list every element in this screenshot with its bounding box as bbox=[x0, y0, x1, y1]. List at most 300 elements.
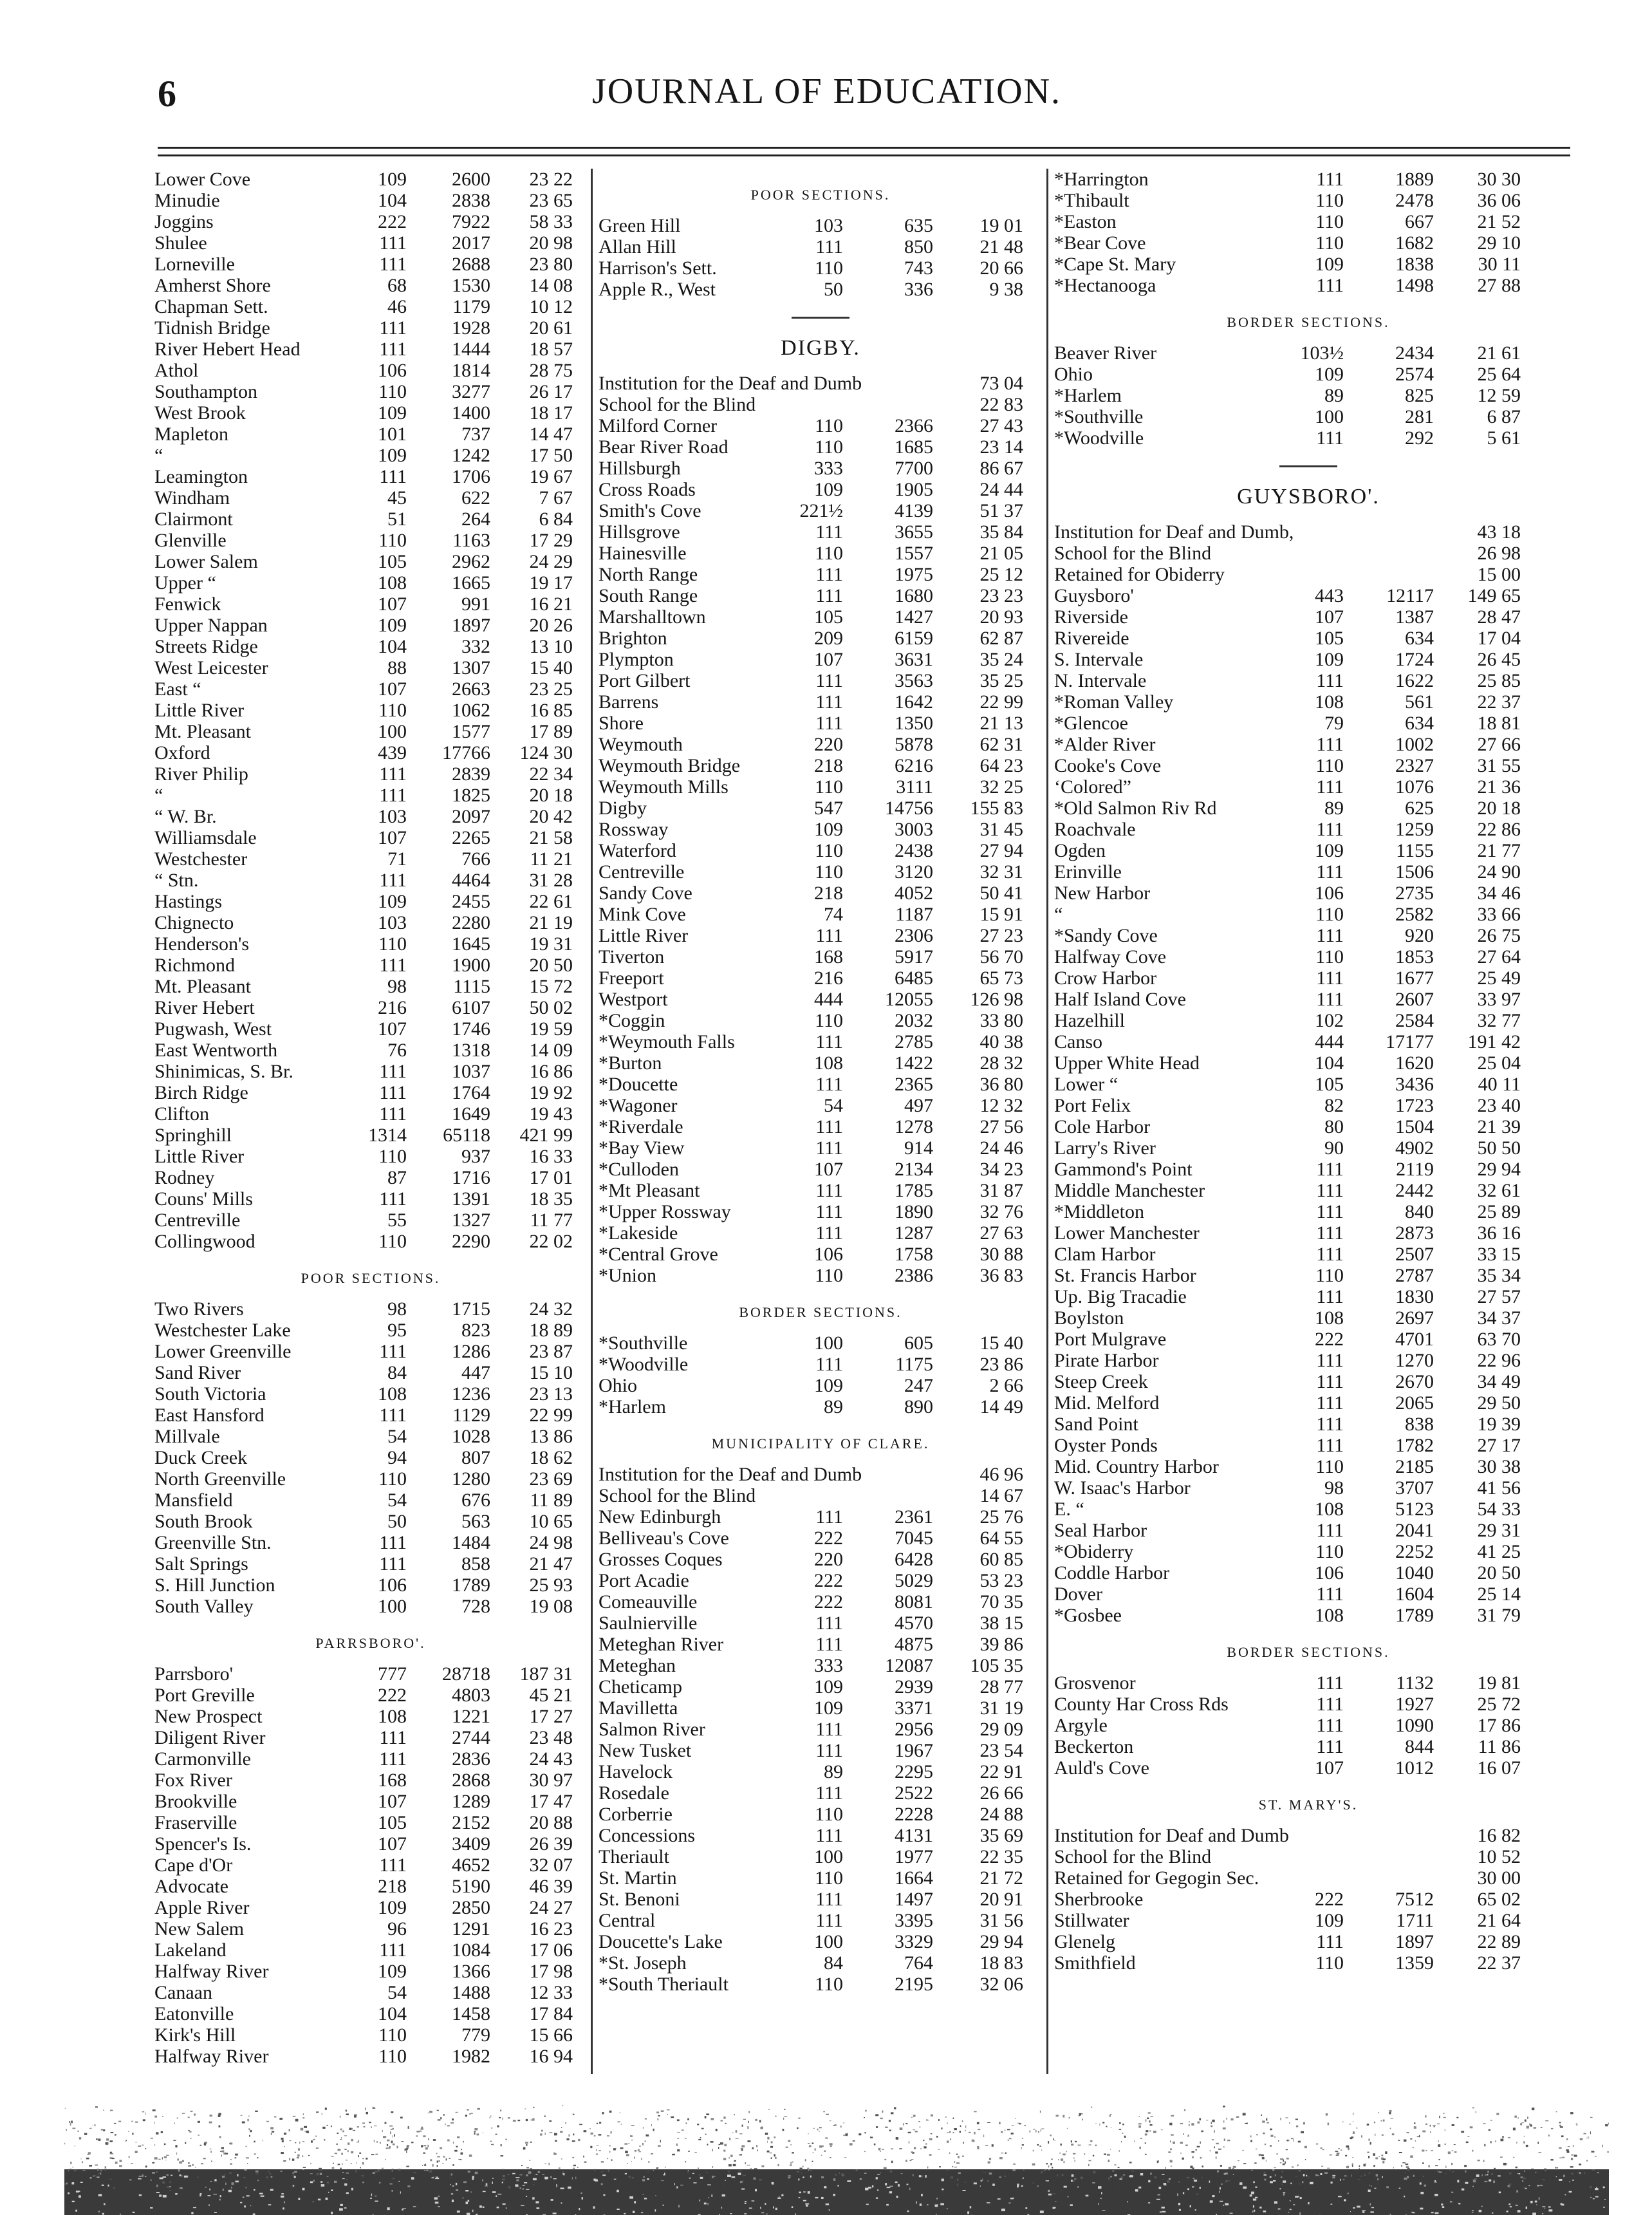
table-row bbox=[1054, 1137, 1563, 1159]
grant-amount: 29 50 bbox=[1477, 1392, 1521, 1414]
table-row bbox=[154, 593, 587, 615]
grand-total-attendance: 2366 bbox=[895, 415, 933, 436]
days-taught: 111 bbox=[815, 1612, 843, 1634]
school-section-name: Grosvenor bbox=[1054, 1672, 1136, 1694]
grand-total-attendance: 1530 bbox=[452, 275, 490, 296]
grand-total-attendance: 622 bbox=[461, 487, 490, 509]
school-section-name: Meteghan River bbox=[599, 1634, 724, 1655]
days-taught: 106 bbox=[814, 1244, 843, 1265]
grant-amount: 18 89 bbox=[529, 1320, 573, 1341]
table-row bbox=[1054, 1286, 1563, 1307]
days-taught: 109 bbox=[378, 615, 407, 636]
school-section-name: Central bbox=[599, 1910, 656, 1931]
grand-total-attendance: 1280 bbox=[452, 1468, 490, 1490]
grand-total-attendance: 2574 bbox=[1395, 364, 1434, 385]
table-row bbox=[599, 458, 1043, 479]
school-section-name: Lower “ bbox=[1054, 1074, 1118, 1095]
grand-total-attendance: 1905 bbox=[895, 479, 933, 500]
table-row bbox=[599, 1485, 1043, 1506]
grant-amount: 30 88 bbox=[979, 1244, 1023, 1265]
school-section-name: Amherst Shore bbox=[154, 275, 271, 296]
grant-amount: 31 87 bbox=[979, 1180, 1023, 1201]
grant-amount: 46 96 bbox=[979, 1464, 1023, 1485]
school-section-name: Tidnish Bridge bbox=[154, 317, 270, 339]
school-section-name: North Greenville bbox=[154, 1468, 286, 1490]
grand-total-attendance: 7045 bbox=[895, 1528, 933, 1549]
table-row bbox=[154, 360, 587, 381]
days-taught: 111 bbox=[815, 1180, 843, 1201]
table-row bbox=[1054, 385, 1563, 406]
school-section-name: Up. Big Tracadie bbox=[1054, 1286, 1187, 1307]
grand-total-attendance: 292 bbox=[1405, 427, 1434, 449]
school-section-name: Institution for the Deaf and Dumb bbox=[599, 1464, 862, 1485]
school-section-name: Clifton bbox=[154, 1103, 210, 1125]
school-section-name: Windham bbox=[154, 487, 230, 509]
grand-total-attendance: 1967 bbox=[895, 1740, 933, 1761]
grand-total-attendance: 1622 bbox=[1395, 670, 1434, 691]
grand-total-attendance: 991 bbox=[461, 593, 490, 615]
grant-amount: 17 04 bbox=[1477, 628, 1521, 649]
school-section-name: *Weymouth Falls bbox=[599, 1031, 735, 1052]
grant-amount: 15 91 bbox=[979, 904, 1023, 925]
table-row bbox=[599, 521, 1043, 543]
table-row bbox=[599, 1332, 1043, 1354]
grant-amount: 20 91 bbox=[979, 1889, 1023, 1910]
grant-amount: 31 28 bbox=[529, 870, 573, 891]
table-row bbox=[1054, 1694, 1563, 1715]
grant-amount: 41 56 bbox=[1477, 1477, 1521, 1499]
grant-amount: 27 56 bbox=[979, 1116, 1023, 1137]
grant-amount: 17 06 bbox=[529, 1939, 573, 1961]
grant-amount: 14 67 bbox=[979, 1485, 1023, 1506]
days-taught: 104 bbox=[1315, 1052, 1344, 1074]
grand-total-attendance: 12087 bbox=[885, 1655, 933, 1676]
days-taught: 55 bbox=[387, 1210, 407, 1231]
grand-total-attendance: 937 bbox=[461, 1146, 490, 1167]
grant-amount: 22 89 bbox=[1477, 1931, 1521, 1952]
school-section-name: East Wentworth bbox=[154, 1040, 278, 1061]
table-row bbox=[1054, 1265, 1563, 1286]
grant-amount: 18 17 bbox=[529, 402, 573, 424]
table-row bbox=[154, 891, 587, 912]
school-section-name: Rivereide bbox=[1054, 628, 1129, 649]
days-taught: 88 bbox=[387, 657, 407, 678]
school-section-name: Centreville bbox=[599, 861, 685, 883]
days-taught: 107 bbox=[378, 678, 407, 700]
grand-total-attendance: 1715 bbox=[452, 1298, 490, 1320]
grand-total-attendance: 1711 bbox=[1396, 1910, 1434, 1931]
school-section-name: South Range bbox=[599, 585, 698, 606]
grant-amount: 15 40 bbox=[979, 1332, 1023, 1354]
school-section-name: Cooke's Cove bbox=[1054, 755, 1162, 776]
grand-total-attendance: 1327 bbox=[452, 1210, 490, 1231]
grand-total-attendance: 1789 bbox=[1395, 1605, 1434, 1626]
table-row bbox=[154, 1383, 587, 1405]
grand-total-attendance: 2868 bbox=[452, 1770, 490, 1791]
grant-amount: 24 32 bbox=[529, 1298, 573, 1320]
table-row bbox=[154, 1468, 587, 1490]
table-row bbox=[1054, 1010, 1563, 1031]
grand-total-attendance: 561 bbox=[1405, 691, 1434, 713]
table-row bbox=[154, 1362, 587, 1383]
days-taught: 110 bbox=[1315, 211, 1344, 232]
grant-amount: 26 98 bbox=[1477, 543, 1521, 564]
days-taught: 110 bbox=[815, 1867, 843, 1889]
grant-amount: 22 96 bbox=[1477, 1350, 1521, 1371]
table-row bbox=[599, 436, 1043, 458]
days-taught: 111 bbox=[379, 1188, 407, 1210]
school-section-name: *Alder River bbox=[1054, 734, 1156, 755]
grand-total-attendance: 14756 bbox=[885, 798, 933, 819]
days-taught: 110 bbox=[815, 1974, 843, 1995]
grant-amount: 64 23 bbox=[979, 755, 1023, 776]
days-taught: 76 bbox=[387, 1040, 407, 1061]
grand-total-attendance: 1155 bbox=[1396, 840, 1434, 861]
grand-total-attendance: 1789 bbox=[452, 1575, 490, 1596]
table-row bbox=[154, 700, 587, 721]
grant-amount: 31 55 bbox=[1477, 755, 1521, 776]
table-row bbox=[154, 1575, 587, 1596]
grand-total-attendance: 2065 bbox=[1395, 1392, 1434, 1414]
grand-total-attendance: 1706 bbox=[452, 466, 490, 487]
school-section-name: Argyle bbox=[1054, 1715, 1108, 1736]
grand-total-attendance: 1897 bbox=[1395, 1931, 1434, 1952]
grant-amount: 31 19 bbox=[979, 1697, 1023, 1719]
table-row bbox=[1054, 1074, 1563, 1095]
days-taught: 109 bbox=[1315, 1910, 1344, 1931]
grant-amount: 17 86 bbox=[1477, 1715, 1521, 1736]
grant-amount: 29 10 bbox=[1477, 232, 1521, 254]
column-left bbox=[154, 169, 587, 2067]
days-taught: 111 bbox=[1316, 1715, 1344, 1736]
table-row bbox=[154, 1748, 587, 1770]
days-taught: 209 bbox=[814, 628, 843, 649]
days-taught: 111 bbox=[379, 955, 407, 976]
grand-total-attendance: 4902 bbox=[1395, 1137, 1434, 1159]
grant-amount: 24 27 bbox=[529, 1897, 573, 1918]
grand-total-attendance: 2290 bbox=[452, 1231, 490, 1252]
table-row bbox=[599, 279, 1043, 300]
table-row bbox=[154, 1298, 587, 1320]
grant-amount: 20 93 bbox=[979, 606, 1023, 628]
grant-amount: 24 43 bbox=[529, 1748, 573, 1770]
grant-amount: 43 18 bbox=[1477, 521, 1521, 543]
days-taught: 110 bbox=[815, 1804, 843, 1825]
school-section-name: Upper “ bbox=[154, 572, 216, 593]
days-taught: 111 bbox=[1316, 1286, 1344, 1307]
table-row bbox=[154, 1320, 587, 1341]
grant-amount: 12 59 bbox=[1477, 385, 1521, 406]
grand-total-attendance: 2785 bbox=[895, 1031, 933, 1052]
table-row bbox=[154, 763, 587, 785]
grant-amount: 40 11 bbox=[1478, 1074, 1521, 1095]
grant-amount: 21 48 bbox=[979, 236, 1023, 257]
grant-amount: 10 65 bbox=[529, 1511, 573, 1532]
table-row bbox=[599, 1825, 1043, 1846]
grand-total-attendance: 1422 bbox=[895, 1052, 933, 1074]
school-section-name: Coddle Harbor bbox=[1054, 1562, 1170, 1584]
grand-total-attendance: 247 bbox=[904, 1375, 933, 1396]
school-section-name: Retained for Obiderry bbox=[1054, 564, 1225, 585]
grand-total-attendance: 1716 bbox=[452, 1167, 490, 1188]
school-section-name: Little River bbox=[154, 1146, 245, 1167]
grand-total-attendance: 2787 bbox=[1395, 1265, 1434, 1286]
grant-amount: 28 32 bbox=[979, 1052, 1023, 1074]
grant-amount: 25 89 bbox=[1477, 1201, 1521, 1222]
school-section-name: Harrison's Sett. bbox=[599, 257, 717, 279]
grant-amount: 191 42 bbox=[1467, 1031, 1521, 1052]
table-row bbox=[599, 1761, 1043, 1782]
days-taught: 111 bbox=[815, 1719, 843, 1740]
grand-total-attendance: 779 bbox=[461, 2024, 490, 2046]
table-row bbox=[154, 1103, 587, 1125]
grant-amount: 19 39 bbox=[1477, 1414, 1521, 1435]
days-taught: 107 bbox=[378, 827, 407, 848]
grant-amount: 6 84 bbox=[539, 509, 573, 530]
grand-total-attendance: 1278 bbox=[895, 1116, 933, 1137]
school-section-name: Tiverton bbox=[599, 946, 665, 967]
grand-total-attendance: 1076 bbox=[1395, 776, 1434, 798]
school-section-name: Beckerton bbox=[1054, 1736, 1134, 1757]
school-section-name: School for the Blind bbox=[599, 394, 756, 415]
grant-amount: 11 86 bbox=[1478, 1736, 1521, 1757]
grant-amount: 22 37 bbox=[1477, 691, 1521, 713]
grand-total-attendance: 3409 bbox=[452, 1833, 490, 1855]
days-taught: 111 bbox=[1316, 861, 1344, 883]
table-row bbox=[1054, 946, 1563, 967]
days-taught: 110 bbox=[378, 2024, 407, 2046]
days-taught: 110 bbox=[815, 436, 843, 458]
grand-total-attendance: 2850 bbox=[452, 1897, 490, 1918]
table-row bbox=[154, 339, 587, 360]
days-taught: 1314 bbox=[368, 1125, 407, 1146]
grand-total-attendance: 2839 bbox=[452, 763, 490, 785]
grant-amount: 21 39 bbox=[1477, 1116, 1521, 1137]
school-section-name: W. Isaac's Harbor bbox=[1054, 1477, 1191, 1499]
grand-total-attendance: 1090 bbox=[1395, 1715, 1434, 1736]
grant-amount: 11 21 bbox=[530, 848, 573, 870]
table-row bbox=[154, 636, 587, 657]
days-taught: 216 bbox=[378, 997, 407, 1018]
days-taught: 109 bbox=[378, 402, 407, 424]
grand-total-attendance: 6216 bbox=[895, 755, 933, 776]
grand-total-attendance: 825 bbox=[1405, 385, 1434, 406]
grant-amount: 22 99 bbox=[979, 691, 1023, 713]
section-heading: MUNICIPALITY OF CLARE. bbox=[711, 1435, 930, 1452]
grant-amount: 21 72 bbox=[979, 1867, 1023, 1889]
school-section-name: School for the Blind bbox=[1054, 543, 1212, 564]
school-section-name: Guysboro' bbox=[1054, 585, 1134, 606]
grand-total-attendance: 1187 bbox=[895, 904, 933, 925]
table-row bbox=[154, 785, 587, 806]
days-taught: 110 bbox=[1315, 1456, 1344, 1477]
days-taught: 107 bbox=[814, 1159, 843, 1180]
grand-total-attendance: 2228 bbox=[895, 1804, 933, 1825]
days-taught: 105 bbox=[814, 606, 843, 628]
grant-amount: 18 83 bbox=[979, 1952, 1023, 1974]
school-section-name: N. Intervale bbox=[1054, 670, 1147, 691]
days-taught: 80 bbox=[1324, 1116, 1344, 1137]
school-section-name: Dover bbox=[1054, 1584, 1102, 1605]
table-row bbox=[1054, 169, 1563, 190]
days-taught: 111 bbox=[379, 763, 407, 785]
days-taught: 218 bbox=[378, 1876, 407, 1897]
table-row bbox=[599, 1180, 1043, 1201]
grand-total-attendance: 2134 bbox=[895, 1159, 933, 1180]
days-taught: 84 bbox=[387, 1362, 407, 1383]
grant-amount: 20 50 bbox=[529, 955, 573, 976]
school-section-name: Steep Creek bbox=[1054, 1371, 1148, 1392]
grand-total-attendance: 1723 bbox=[1395, 1095, 1434, 1116]
table-row bbox=[599, 1804, 1043, 1825]
table-row bbox=[1054, 1715, 1563, 1736]
school-section-name: Carmonville bbox=[154, 1748, 251, 1770]
days-taught: 110 bbox=[815, 840, 843, 861]
grant-amount: 27 57 bbox=[1477, 1286, 1521, 1307]
table-row bbox=[1054, 364, 1563, 385]
table-row bbox=[599, 798, 1043, 819]
grand-total-attendance: 737 bbox=[461, 424, 490, 445]
school-section-name: Allan Hill bbox=[599, 236, 676, 257]
table-row bbox=[1054, 1371, 1563, 1392]
school-section-name: Hastings bbox=[154, 891, 222, 912]
header-rule-top bbox=[158, 147, 1570, 149]
days-taught: 109 bbox=[814, 1375, 843, 1396]
grant-amount: 32 77 bbox=[1477, 1010, 1521, 1031]
grant-amount: 22 35 bbox=[979, 1846, 1023, 1867]
table-row bbox=[1054, 819, 1563, 840]
school-section-name: *Woodville bbox=[599, 1354, 689, 1375]
grand-total-attendance: 807 bbox=[461, 1447, 490, 1468]
days-taught: 111 bbox=[379, 1939, 407, 1961]
grant-amount: 53 23 bbox=[979, 1570, 1023, 1591]
grand-total-attendance: 1350 bbox=[895, 713, 933, 734]
table-row bbox=[1054, 606, 1563, 628]
grand-total-attendance: 1830 bbox=[1395, 1286, 1434, 1307]
grant-amount: 24 90 bbox=[1477, 861, 1521, 883]
grand-total-attendance: 1900 bbox=[452, 955, 490, 976]
grant-amount: 62 31 bbox=[979, 734, 1023, 755]
days-taught: 98 bbox=[387, 976, 407, 997]
days-taught: 109 bbox=[1315, 649, 1344, 670]
table-row bbox=[154, 530, 587, 551]
grand-total-attendance: 1488 bbox=[452, 1982, 490, 2003]
school-section-name: Athol bbox=[154, 360, 199, 381]
grant-amount: 62 87 bbox=[979, 628, 1023, 649]
school-section-name: Marshalltown bbox=[599, 606, 706, 628]
grant-amount: 17 47 bbox=[529, 1791, 573, 1812]
days-taught: 111 bbox=[1316, 1414, 1344, 1435]
grand-total-attendance: 2032 bbox=[895, 1010, 933, 1031]
grant-amount: 18 62 bbox=[529, 1447, 573, 1468]
school-section-name: Diligent River bbox=[154, 1727, 266, 1748]
grant-amount: 19 92 bbox=[529, 1082, 573, 1103]
grant-amount: 27 88 bbox=[1477, 275, 1521, 296]
grant-amount: 29 94 bbox=[1477, 1159, 1521, 1180]
grant-amount: 36 16 bbox=[1477, 1222, 1521, 1244]
school-section-name: Weymouth bbox=[599, 734, 683, 755]
school-section-name: St. Martin bbox=[599, 1867, 677, 1889]
days-taught: 103½ bbox=[1300, 342, 1344, 364]
school-section-name: “ bbox=[1054, 904, 1063, 925]
school-section-name: Canso bbox=[1054, 1031, 1102, 1052]
table-row bbox=[1054, 1222, 1563, 1244]
table-row bbox=[154, 2003, 587, 2024]
grant-amount: 22 37 bbox=[1477, 1952, 1521, 1974]
school-section-name: Lakeland bbox=[154, 1939, 227, 1961]
school-section-name: Rossway bbox=[599, 819, 669, 840]
grand-total-attendance: 2607 bbox=[1395, 989, 1434, 1010]
school-section-name: Green Hill bbox=[599, 215, 681, 236]
days-taught: 100 bbox=[1315, 406, 1344, 427]
grand-total-attendance: 1221 bbox=[452, 1706, 490, 1727]
school-section-name: Mid. Country Harbor bbox=[1054, 1456, 1219, 1477]
table-row bbox=[1054, 1350, 1563, 1371]
grand-total-attendance: 2744 bbox=[452, 1727, 490, 1748]
grand-total-attendance: 2582 bbox=[1395, 904, 1434, 925]
days-taught: 109 bbox=[1315, 254, 1344, 275]
grant-amount: 36 80 bbox=[979, 1074, 1023, 1095]
grand-total-attendance: 625 bbox=[1405, 798, 1434, 819]
table-row bbox=[1054, 1116, 1563, 1137]
school-section-name: Mink Cove bbox=[599, 904, 686, 925]
school-section-name: Port Acadie bbox=[599, 1570, 689, 1591]
days-taught: 110 bbox=[378, 1146, 407, 1167]
grant-amount: 34 23 bbox=[979, 1159, 1023, 1180]
school-section-name: New Prospect bbox=[154, 1706, 263, 1727]
grand-total-attendance: 1270 bbox=[1395, 1350, 1434, 1371]
grand-total-attendance: 840 bbox=[1405, 1201, 1434, 1222]
school-section-name: Institution for the Deaf and Dumb bbox=[599, 373, 862, 394]
grand-total-attendance: 7512 bbox=[1395, 1889, 1434, 1910]
days-taught: 98 bbox=[387, 1298, 407, 1320]
grant-amount: 46 39 bbox=[529, 1876, 573, 1897]
school-section-name: Upper White Head bbox=[1054, 1052, 1200, 1074]
days-taught: 100 bbox=[814, 1846, 843, 1867]
table-row bbox=[154, 275, 587, 296]
table-row bbox=[1054, 883, 1563, 904]
grand-total-attendance: 1975 bbox=[895, 564, 933, 585]
days-taught: 111 bbox=[1316, 169, 1344, 190]
days-taught: 110 bbox=[378, 700, 407, 721]
days-taught: 111 bbox=[815, 1740, 843, 1761]
table-row bbox=[1054, 1931, 1563, 1952]
table-row bbox=[599, 1910, 1043, 1931]
grand-total-attendance: 1175 bbox=[895, 1354, 933, 1375]
school-section-name: Southampton bbox=[154, 381, 258, 402]
days-taught: 107 bbox=[1315, 1757, 1344, 1779]
days-taught: 111 bbox=[815, 1116, 843, 1137]
grant-amount: 30 11 bbox=[1478, 254, 1521, 275]
days-taught: 107 bbox=[378, 1833, 407, 1855]
grand-total-attendance: 4570 bbox=[895, 1612, 933, 1634]
grand-total-attendance: 1504 bbox=[1395, 1116, 1434, 1137]
table-row bbox=[154, 509, 587, 530]
grant-amount: 21 13 bbox=[979, 713, 1023, 734]
table-row bbox=[154, 445, 587, 466]
table-row bbox=[599, 1464, 1043, 1485]
grant-amount: 32 76 bbox=[979, 1201, 1023, 1222]
grand-total-attendance: 1982 bbox=[452, 2046, 490, 2067]
grant-amount: 20 26 bbox=[529, 615, 573, 636]
school-section-name: Mid. Melford bbox=[1054, 1392, 1160, 1414]
grant-amount: 7 67 bbox=[539, 487, 573, 509]
grant-amount: 20 66 bbox=[979, 257, 1023, 279]
section-heading: BORDER SECTIONS. bbox=[1227, 314, 1390, 330]
table-row bbox=[1054, 1910, 1563, 1931]
grant-amount: 10 12 bbox=[529, 296, 573, 317]
grand-total-attendance: 2522 bbox=[895, 1782, 933, 1804]
